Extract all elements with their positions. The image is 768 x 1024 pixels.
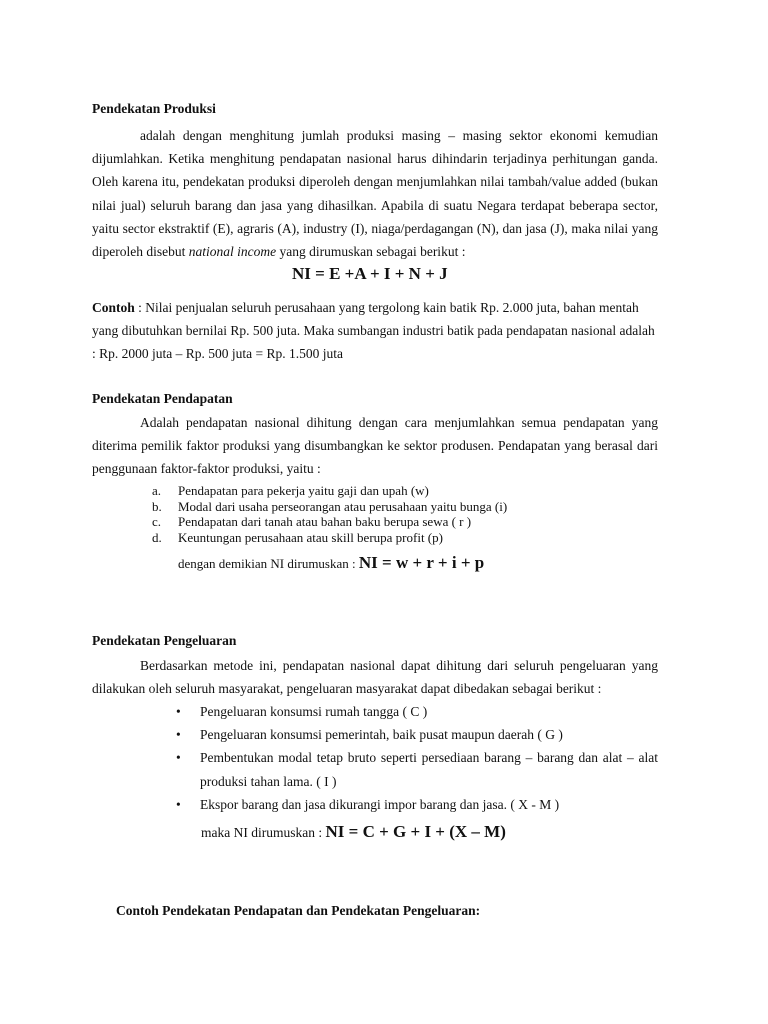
- bullet-icon: •: [176, 750, 181, 766]
- bullet-icon: •: [176, 704, 181, 719]
- formula-pendapatan: NI = w + r + i + p: [358, 553, 485, 572]
- bullet-icon: •: [176, 796, 181, 812]
- heading-pendekatan-produksi: Pendekatan Produksi: [92, 101, 216, 116]
- list-item: c. Pendapatan dari tanah atau bahan baku berupa sewa ( r ): [152, 514, 472, 530]
- list-item: • Pembentukan modal tetap bruto seperti persediaan barang – barang dan alat – alat produksi tahan lama. ( I ): [176, 746, 658, 792]
- list-faktor-produksi: [152, 483, 507, 545]
- example-label: Contoh: [92, 300, 135, 315]
- heading-pendekatan-pengeluaran: Pendekatan Pengeluaran: [92, 633, 237, 648]
- formula-pengeluaran: NI = C + G + I + (X – M): [325, 822, 506, 841]
- term-national-income: national income: [188, 244, 277, 260]
- bullet-icon: •: [176, 727, 181, 743]
- heading-contoh: Contoh Pendekatan Pendapatan dan Pendekatan Pengeluaran:: [116, 903, 481, 918]
- paragraph-contoh: Contoh : Nilai penjualan seluruh perusahaan yang tergolong kain batik Rp. 2.000 juta, bahan mentah yang dibutuhkan bernilai Rp. 500 juta. Maka sumbangan industri batik pada pendapatan nasional adalah : Rp. 2000 juta – Rp. 500 juta = Rp. 1.500 juta: [92, 300, 655, 362]
- paragraph-pengeluaran: Berdasarkan metode ini, pendapatan nasional dapat dihitung dari seluruh pengeluaran yang dilakukan oleh seluruh masyarakat, pengeluaran masyarakat dapat dibedakan sebagai berikut :: [92, 658, 658, 697]
- formula-produksi: NI = E +A + I + N + J: [292, 264, 448, 283]
- formula-pendapatan-line: dengan demikian NI dirumuskan : NI = w + r + i + p: [178, 553, 485, 572]
- list-item: • Pengeluaran konsumsi pemerintah, baik pusat maupun daerah ( G ): [176, 723, 658, 746]
- paragraph-produksi: adalah dengan menghitung jumlah produksi masing – masing sektor ekonomi kemudian dijumlahkan. Ketika menghitung pendapatan nasional harus dihindarin terjadinya perhitungan ganda. Oleh karena itu, pendekatan produksi diperoleh dengan menjumlahkan nilai tambah/value added (bukan nilai jual) seluruh barang dan jasa yang dihasilkan. Apabila di suatu Negara terdapat beberapa sector, yaitu sector ekstraktif (E), agraris (A), industry (I), niaga/perdagangan (N), dan jasa (J), maka nilai yang diperoleh disebut national income yang dirumuskan sebagai berikut :: [92, 128, 658, 260]
- list-pengeluaran: [176, 700, 658, 816]
- list-item: a. Pendapatan para pekerja yaitu gaji dan upah (w): [152, 483, 429, 498]
- formula-pengeluaran-line: maka NI dirumuskan : NI = C + G + I + (X – M): [201, 822, 506, 841]
- heading-pendekatan-pendapatan: Pendekatan Pendapatan: [92, 391, 233, 406]
- list-item: • Pengeluaran konsumsi rumah tangga ( C ): [176, 700, 658, 723]
- list-item: b. Modal dari usaha perseorangan atau perusahaan yaitu bunga (i): [152, 498, 508, 514]
- paragraph-pendapatan: Adalah pendapatan nasional dihitung dengan cara menjumlahkan semua pendapatan yang diterima pemilik faktor produksi yang disumbangkan ke sektor produsen. Pendapatan yang berasal dari penggunaan faktor-faktor produksi, yaitu :: [92, 415, 658, 477]
- list-item: • Ekspor barang dan jasa dikurangi impor barang dan jasa. ( X - M ): [176, 793, 658, 816]
- list-item: d. Keuntungan perusahaan atau skill berupa profit (p): [152, 529, 443, 545]
